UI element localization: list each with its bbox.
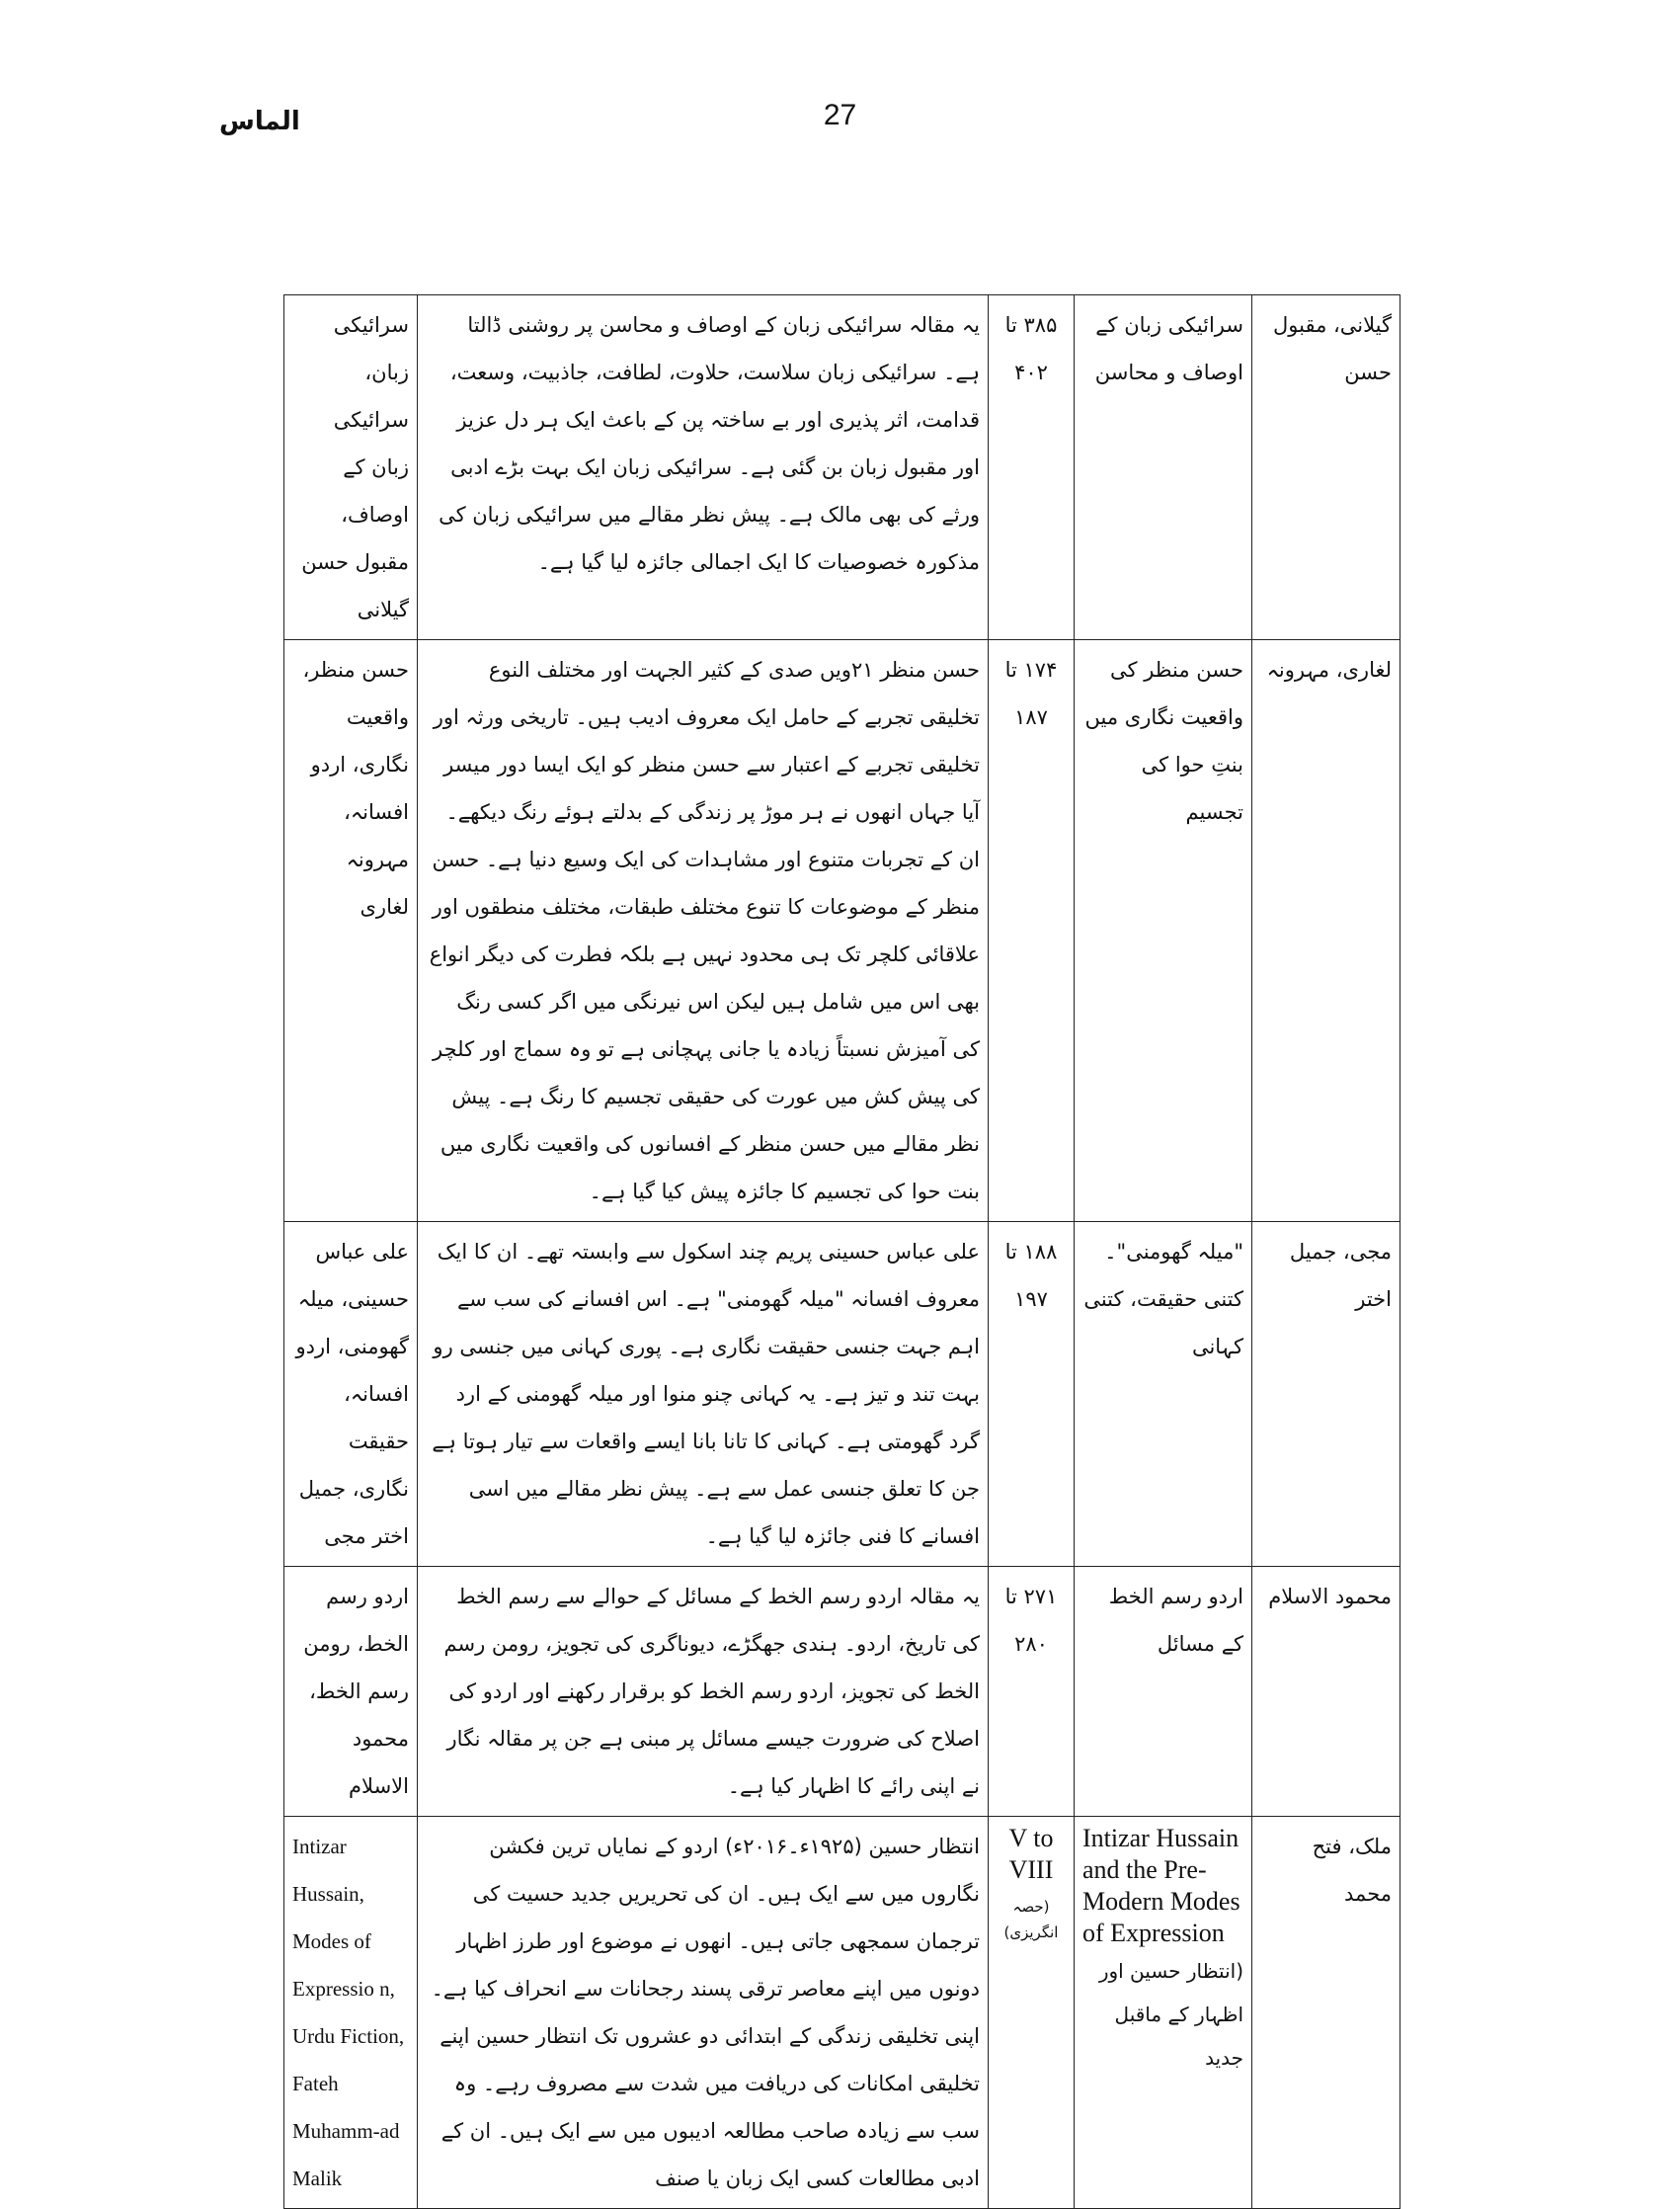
author-cell: لغاری، مہرونہ (1252, 640, 1400, 1222)
title-cell: حسن منظر کی واقعیت نگاری میں بنتِ حوا کی تجسیم (1075, 640, 1252, 1222)
pages-note: (حصہ انگریزی) (1003, 1898, 1059, 1941)
pages-cell: ۱۸۸ تا ۱۹۷ (989, 1222, 1075, 1567)
table-row (284, 1222, 1400, 1567)
title-urdu: (انتظار حسین اور اظہار کے ماقبل جدید (1098, 1959, 1243, 2070)
author-cell: مجی، جمیل اختر (1252, 1222, 1400, 1567)
keywords-cell: اردو رسم الخط، رومن رسم الخط، محمود الاسلام (284, 1567, 418, 1817)
journal-name: الماس (219, 107, 300, 136)
keywords-cell: علی عباس حسینی، میلہ گھومنی، اردو افسانہ، حقیقت نگاری، جمیل اختر مجی (284, 1222, 418, 1567)
pages-range: V to VIII (1008, 1824, 1054, 1884)
title-cell: اردو رسم الخط کے مسائل (1075, 1567, 1252, 1817)
page-number: 27 (823, 99, 857, 131)
abstract-cell: یہ مقالہ اردو رسم الخط کے مسائل کے حوالے سے رسم الخط کی تاریخ، اردو۔ ہندی جھگڑے، دیوناگری کی تجویز، رومن رسم الخط کی تجویز، اردو رسم الخط کو برقرار رکھنے اور اردو کی اصلاح کی ضرورت جیسے مسائل پر مبنی ہے جن پر مقالہ نگار نے اپنی رائے کا اظہار کیا ہے۔ (418, 1567, 989, 1817)
keywords-cell: سرائیکی زبان، سرائیکی زبان کے اوصاف، مقبول حسن گیلانی (284, 295, 418, 640)
keywords-cell: Intizar Hussain, Modes of Expressio n, Urdu Fiction, Fateh Muhamm-ad Malik (284, 1817, 418, 2209)
pages-cell: ۲۷۱ تا ۲۸۰ (989, 1567, 1075, 1817)
author-cell: محمود الاسلام (1252, 1567, 1400, 1817)
pages-cell: ۱۷۴ تا ۱۸۷ (989, 640, 1075, 1222)
abstract-cell: یہ مقالہ سرائیکی زبان کے اوصاف و محاسن پر روشنی ڈالتا ہے۔ سرائیکی زبان سلاست، حلاوت، لطافت، جاذبیت، وسعت، قدامت، اثر پذیری اور بے ساختہ پن کے باعث ایک ہر دل عزیز اور مقبول زبان بن گئی ہے۔ سرائیکی زبان ایک بہت بڑے ادبی ورثے کی بھی مالک ہے۔ پیش نظر مقالے میں سرائیکی زبان کی مذکورہ خصوصیات کا ایک اجمالی جائزہ لیا گیا ہے۔ (418, 295, 989, 640)
abstract-cell: انتظار حسین (۱۹۲۵ء۔۲۰۱۶ء) اردو کے نمایاں ترین فکشن نگاروں میں سے ایک ہیں۔ ان کی تحریریں جدید حسیت کی ترجمان سمجھی جاتی ہیں۔ انھوں نے موضوع اور طرز اظہار دونوں میں اپنے معاصر ترقی پسند رجحانات سے انحراف کیا ہے۔ اپنی تخلیقی زندگی کے ابتدائی دو عشروں تک انتظار حسین اپنے تخلیقی امکانات کی دریافت میں شدت سے مصروف رہے۔ وہ سب سے زیادہ صاحب مطالعہ ادیبوں میں سے ایک ہیں۔ ان کے ادبی مطالعات کسی ایک زبان یا صنف (418, 1817, 989, 2209)
abstract-cell: علی عباس حسینی پریم چند اسکول سے وابستہ تھے۔ ان کا ایک معروف افسانہ "میلہ گھومنی" ہے۔ اس افسانے کی سب سے اہم جہت جنسی حقیقت نگاری ہے۔ پوری کہانی میں جنسی رو بہت تند و تیز ہے۔ یہ کہانی چنو منوا اور میلہ گھومنی کے ارد گرد گھومتی ہے۔ کہانی کا تانا بانا ایسے واقعات سے تیار ہوتا ہے جن کا تعلق جنسی عمل سے ہے۔ پیش نظر مقالے میں اسی افسانے کا فنی جائزہ لیا گیا ہے۔ (418, 1222, 989, 1567)
table-row (284, 1817, 1400, 2209)
title-cell: "میلہ گھومنی"۔ کتنی حقیقت، کتنی کہانی (1075, 1222, 1252, 1567)
pages-cell: ۳۸۵ تا ۴۰۲ (989, 295, 1075, 640)
article-index-table (283, 294, 1400, 2209)
author-cell: گیلانی، مقبول حسن (1252, 295, 1400, 640)
author-cell: ملک، فتح محمد (1252, 1817, 1400, 2209)
pages-cell (989, 1817, 1075, 2209)
abstract-cell: حسن منظر ۲۱ویں صدی کے کثیر الجہت اور مختلف النوع تخلیقی تجربے کے حامل ایک معروف ادیب ہیں۔ تاریخی ورثہ اور تخلیقی تجربے کے اعتبار سے حسن منظر کو ایک ایسا دور میسر آیا جہاں انھوں نے ہر موڑ پر زندگی کے بدلتے ہوئے رنگ دیکھے۔ ان کے تجربات متنوع اور مشاہدات کی ایک وسیع دنیا ہے۔ حسن منظر کے موضوعات کا تنوع مختلف طبقات، مختلف منطقوں اور علاقائی کلچر تک ہی محدود نہیں ہے بلکہ فطرت کی دیگر انواع بھی اس میں شامل ہیں لیکن اس نیرنگی میں اگر کسی رنگ کی آمیزش نسبتاً زیادہ یا جانی پہچانی ہے تو وہ سماج اور کلچر کی پیش کش میں عورت کی حقیقی تجسیم کا رنگ ہے۔ پیش نظر مقالے میں حسن منظر کے افسانوں کی واقعیت نگاری میں بنت حوا کی تجسیم کا جائزہ پیش کیا گیا ہے۔ (418, 640, 989, 1222)
title-cell: سرائیکی زبان کے اوصاف و محاسن (1075, 295, 1252, 640)
title-cell (1075, 1817, 1252, 2209)
table-row (284, 1567, 1400, 1817)
keywords-cell: حسن منظر، واقعیت نگاری، اردو افسانہ، مہرونہ لغاری (284, 640, 418, 1222)
table-row (284, 295, 1400, 640)
table-row (284, 640, 1400, 1222)
title-english: Intizar Hussain and the Pre-Modern Modes of Expression (1082, 1824, 1240, 1947)
